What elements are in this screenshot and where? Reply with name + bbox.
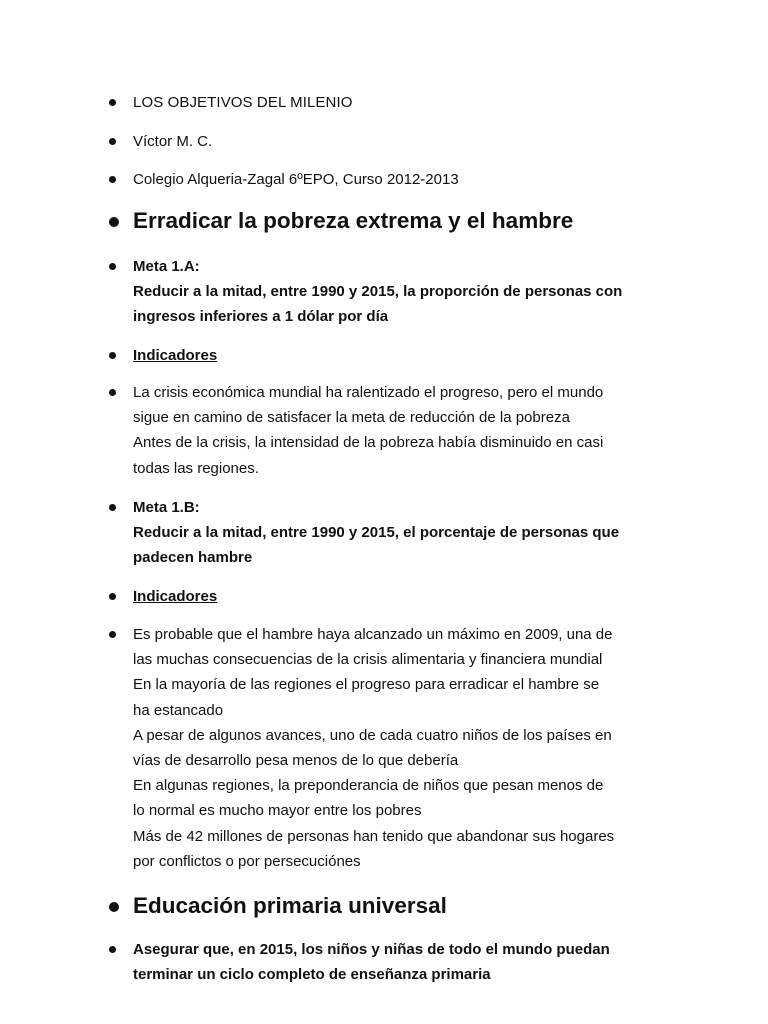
paragraph-b-line: por conflictos o por persecuciónes — [133, 852, 361, 870]
bullet-icon — [109, 389, 116, 396]
meta-1b — [133, 495, 669, 571]
bullet-icon — [109, 176, 116, 183]
author-name: Víctor M. C. — [133, 133, 213, 150]
meta-1b-label: Meta 1.B: — [133, 499, 200, 516]
meta-2-line-2: terminar un ciclo completo de enseñanza primaria — [133, 966, 491, 984]
bullet-icon — [109, 902, 119, 912]
meta-1a-line-2: ingresos inferiores a 1 dólar por día — [133, 308, 389, 326]
paragraph-a — [133, 380, 669, 481]
paragraph-b-line: vías de desarrollo pesa menos de lo que debería — [133, 752, 459, 770]
list-item-author — [109, 129, 669, 154]
paragraph-b-line: En algunas regiones, la preponderancia de niños que pesan menos de — [133, 777, 604, 795]
paragraph-b-line: Más de 42 millones de personas han tenido que abandonar sus hogares — [133, 827, 615, 845]
section-heading-2: Educación primaria universal — [133, 893, 447, 918]
paragraph-b-line: Es probable que el hambre haya alcanzado un máximo en 2009, una de — [133, 626, 613, 643]
list-item-meta-2 — [109, 937, 669, 987]
school-info: Colegio Alqueria-Zagal 6ºEPO, Curso 2012-2013 — [133, 171, 459, 188]
indicadores-a-wrap — [133, 343, 669, 368]
indicadores-b-wrap — [133, 584, 669, 609]
meta-1b-line-1: Reducir a la mitad, entre 1990 y 2015, el porcentaje de personas que — [133, 524, 620, 542]
bullet-icon — [109, 504, 116, 511]
paragraph-b-line: En la mayoría de las regiones el progreso para erradicar el hambre se — [133, 676, 600, 694]
paragraph-b-line: las muchas consecuencias de la crisis alimentaria y financiera mundial — [133, 651, 603, 669]
bullet-icon — [109, 631, 116, 638]
list-item-indicadores-b — [109, 584, 669, 609]
meta-1a — [133, 254, 669, 330]
paragraph-a-line: La crisis económica mundial ha ralentizado el progreso, pero el mundo — [133, 384, 604, 401]
list-item-paragraph-b — [109, 622, 669, 874]
paragraph-a-line: Antes de la crisis, la intensidad de la pobreza había disminuido en casi — [133, 434, 604, 452]
list-item-meta-1b — [109, 495, 669, 571]
paragraph-b-line: A pesar de algunos avances, uno de cada cuatro niños de los países en — [133, 726, 612, 744]
meta-2-line-1: Asegurar que, en 2015, los niños y niñas de todo el mundo puedan — [133, 941, 610, 958]
meta-1a-label: Meta 1.A: — [133, 258, 200, 275]
list-item-heading-1 — [109, 206, 669, 236]
list-item-heading-2 — [109, 891, 669, 921]
meta-2 — [133, 937, 669, 987]
list-item-paragraph-a — [109, 380, 669, 481]
document-title: LOS OBJETIVOS DEL MILENIO — [133, 94, 353, 111]
paragraph-b — [133, 622, 669, 874]
meta-1a-line-1: Reducir a la mitad, entre 1990 y 2015, la proporción de personas con — [133, 283, 623, 301]
paragraph-a-line: todas las regiones. — [133, 459, 259, 477]
list-item-title — [109, 90, 669, 115]
list-item-meta-1a — [109, 254, 669, 330]
bullet-icon — [109, 946, 116, 953]
bullet-icon — [109, 352, 116, 359]
list-item-school — [109, 167, 669, 192]
paragraph-b-line: ha estancado — [133, 701, 224, 719]
paragraph-a-line: sigue en camino de satisfacer la meta de reducción de la pobreza — [133, 409, 570, 427]
bullet-icon — [109, 263, 116, 270]
bullet-icon — [109, 593, 116, 600]
list-item-indicadores-a — [109, 343, 669, 368]
bullet-icon — [109, 138, 116, 145]
section-heading-1: Erradicar la pobreza extrema y el hambre — [133, 208, 574, 233]
meta-1b-line-2: padecen hambre — [133, 549, 253, 567]
paragraph-b-line: lo normal es mucho mayor entre los pobres — [133, 802, 422, 820]
bullet-icon — [109, 217, 119, 227]
bullet-icon — [109, 99, 116, 106]
indicadores-a-label: Indicadores — [133, 347, 218, 364]
indicadores-b-label: Indicadores — [133, 588, 218, 605]
